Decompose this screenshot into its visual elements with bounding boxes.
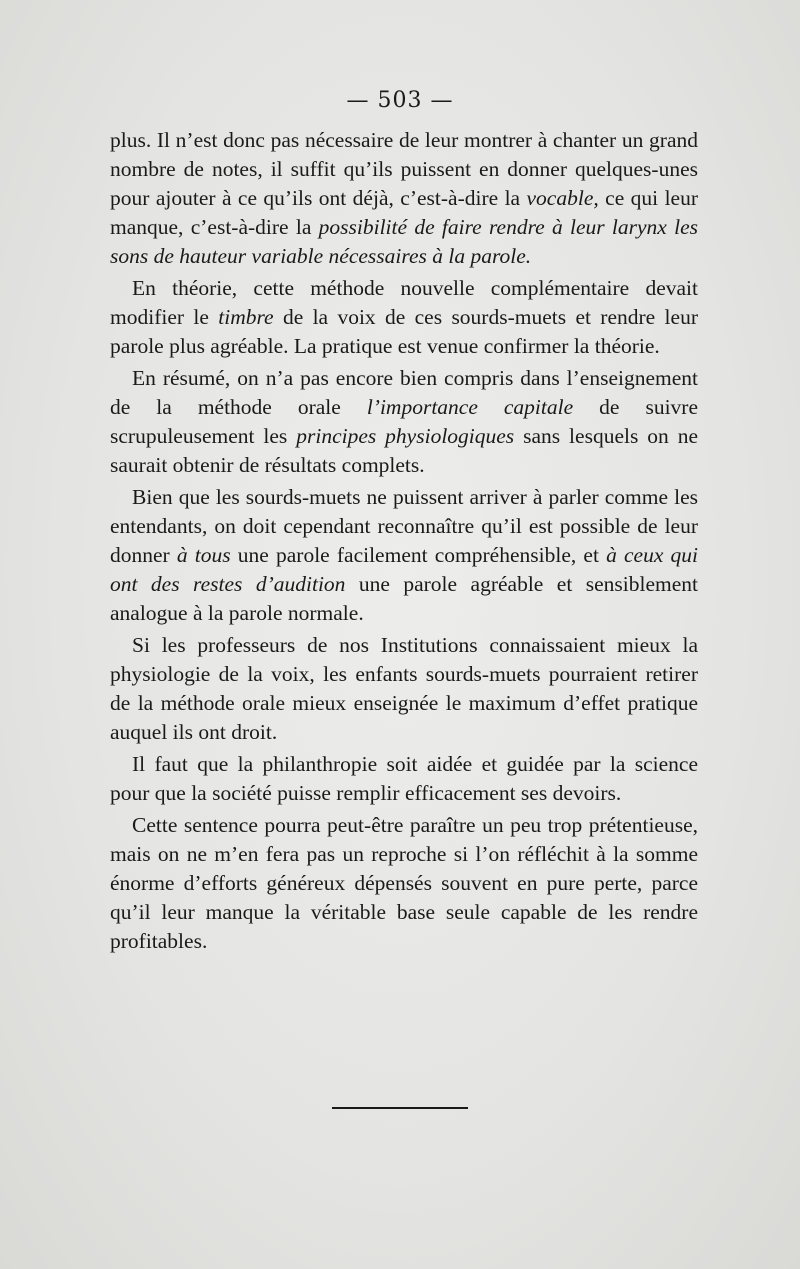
text-segment: ce qui leur manque, c’est-à-dire la <box>110 186 698 239</box>
text-segment: En résumé, on n’a pas encore bien compris dans l’enseignement de la méthode orale <box>110 366 698 419</box>
text-segment: de la voix de ces sourds-muets et rendre leur parole plus agréable. La pratique est venue confirmer la théorie. <box>110 305 698 358</box>
italic-text: vocable, <box>526 186 599 210</box>
paragraph <box>110 750 698 808</box>
body-text <box>110 126 698 959</box>
text-segment: Si les professeurs de nos Institutions connaissaient mieux la physiologie de la voix, les enfants sourds-muets pourraient retirer de la méthode orale mieux enseignée le maximum d’effet pratique auquel ils ont droit. <box>110 633 698 744</box>
paragraph <box>110 126 698 271</box>
text-segment: Bien que les sourds-muets ne puissent arriver à parler comme les entendants, on doit cependant reconnaître qu’il est possible de leur donner <box>110 485 698 567</box>
text-segment: sans lesquels on ne saurait obtenir de résultats complets. <box>110 424 698 477</box>
paragraph <box>110 631 698 747</box>
paragraph <box>110 811 698 956</box>
text-segment: Cette sentence pourra peut-être paraître un peu trop prétentieuse, mais on ne m’en fera pas un reproche si l’on réfléchit à la somme énorme d’efforts généreux dépensés souvent en pure perte, parce qu’il leur manque la véritable base seule capable de les rendre profitables. <box>110 813 698 953</box>
paragraph <box>110 483 698 628</box>
paragraph <box>110 364 698 480</box>
italic-text: l’importance capitale <box>366 395 574 419</box>
italic-text: possibilité de faire rendre à leur larynx les sons de hauteur variable nécessaires à la parole. <box>110 215 698 268</box>
italic-text: à tous <box>176 543 231 567</box>
text-segment: plus. Il n’est donc pas nécessaire de leur montrer à chanter un grand nombre de notes, il suffit qu’ils puissent en donner quelques-unes pour ajouter à ce qu’ils ont déjà, c’est-à-dire la <box>110 128 698 210</box>
text-segment: En théorie, cette méthode nouvelle complémentaire devait modifier le <box>110 276 698 329</box>
text-segment: une parole agréable et sensiblement analogue à la parole normale. <box>110 572 698 625</box>
text-segment: une parole facilement compréhensible, et <box>230 543 607 567</box>
italic-text: à ceux qui ont des restes d’audition <box>110 543 698 596</box>
paragraph <box>110 274 698 361</box>
italic-text: principes physiologiques <box>296 424 515 448</box>
italic-text: timbre <box>218 305 274 329</box>
text-segment: Il faut que la philanthropie soit aidée et guidée par la science pour que la société puisse remplir efficacement ses devoirs. <box>110 752 698 805</box>
page-number: — 503 — <box>346 88 454 113</box>
text-segment: de suivre scrupuleusement les <box>110 395 698 448</box>
end-rule-divider <box>332 1107 468 1109</box>
